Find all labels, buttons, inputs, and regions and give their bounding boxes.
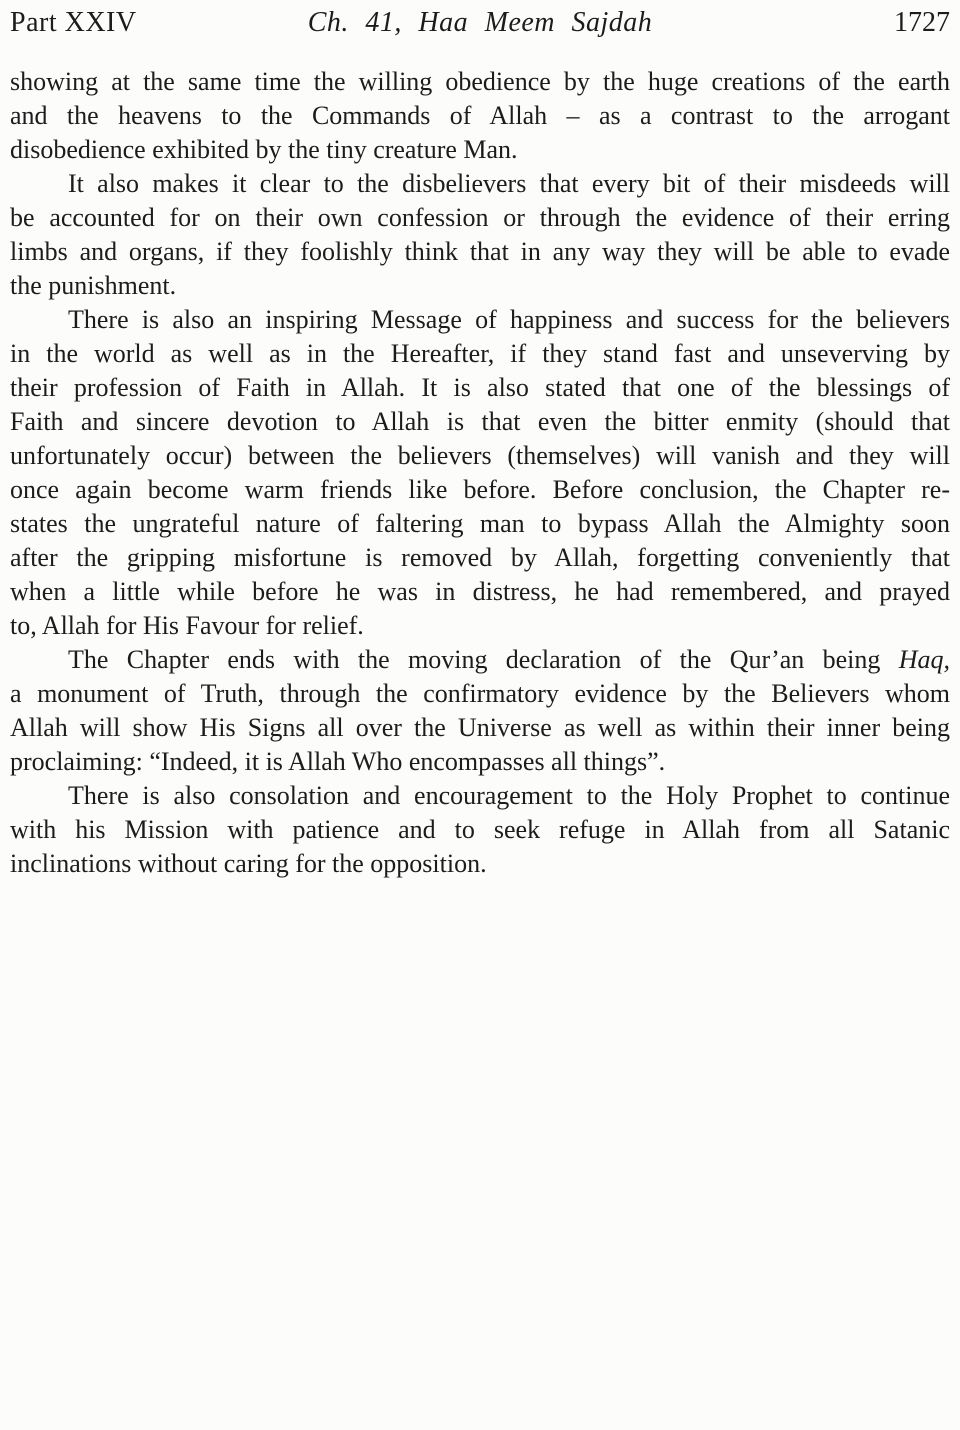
text-segment: be accounted for on their own confession or through the evidence of their erring: [10, 203, 950, 232]
header-chapter-title: Ch. 41, Haa Meem Sajdah: [307, 7, 653, 38]
text-line: [10, 269, 950, 303]
header-part-label: Part XXIV: [10, 7, 137, 38]
paragraph: [10, 303, 950, 643]
text-line: [10, 779, 950, 813]
text-line: [10, 371, 950, 405]
text-segment: Faith and sincere devotion to Allah is that even the bitter enmity (should that: [10, 407, 950, 436]
text-segment: disobedience exhibited by the tiny creature Man.: [10, 135, 518, 164]
header-page-number: 1727: [894, 7, 951, 38]
text-line: [10, 303, 950, 337]
page-header: [10, 6, 950, 40]
text-segment: There is also an inspiring Message of happiness and success for the believers: [68, 305, 950, 334]
text-segment: once again become warm friends like before. Before conclusion, the Chapter re-: [10, 475, 950, 504]
text-line: [10, 473, 950, 507]
text-line: [10, 507, 950, 541]
text-segment: to, Allah for His Favour for relief.: [10, 611, 364, 640]
italic-text: Haq,: [898, 645, 950, 674]
text-segment: a monument of Truth, through the confirmatory evidence by the Believers whom: [10, 679, 950, 708]
text-line: [10, 609, 950, 643]
text-segment: The Chapter ends with the moving declaration of the Qur’an being: [68, 645, 899, 674]
text-line: [10, 541, 950, 575]
text-segment: showing at the same time the willing obedience by the huge creations of the earth: [10, 67, 950, 96]
text-segment: unfortunately occur) between the believers (themselves) will vanish and they will: [10, 441, 950, 470]
paragraph: [10, 167, 950, 303]
paragraph: [10, 643, 950, 779]
text-segment: the punishment.: [10, 271, 177, 300]
text-segment: with his Mission with patience and to seek refuge in Allah from all Satanic: [10, 815, 950, 844]
text-segment: after the gripping misfortune is removed by Allah, forgetting conveniently that: [10, 543, 950, 572]
text-segment: when a little while before he was in distress, he had remembered, and prayed: [10, 577, 950, 606]
text-segment: It also makes it clear to the disbelievers that every bit of their misdeeds will: [68, 169, 950, 198]
text-line: [10, 439, 950, 473]
text-segment: Allah will show His Signs all over the Universe as well as within their inner being: [10, 713, 950, 742]
text-segment: There is also consolation and encouragement to the Holy Prophet to continue: [68, 781, 950, 810]
text-segment: limbs and organs, if they foolishly think that in any way they will be able to evade: [10, 237, 950, 266]
text-line: [10, 133, 950, 167]
text-line: [10, 337, 950, 371]
text-line: [10, 847, 950, 881]
text-line: [10, 813, 950, 847]
text-line: [10, 575, 950, 609]
text-line: [10, 235, 950, 269]
page-content: [10, 65, 950, 881]
paragraph: [10, 779, 950, 881]
text-line: [10, 405, 950, 439]
text-segment: their profession of Faith in Allah. It is also stated that one of the blessings of: [10, 373, 950, 402]
paragraph: [10, 65, 950, 167]
text-segment: in the world as well as in the Hereafter, if they stand fast and unseverving by: [10, 339, 950, 368]
text-line: [10, 643, 950, 677]
text-line: [10, 711, 950, 745]
text-segment: inclinations without caring for the opposition.: [10, 849, 487, 878]
text-segment: proclaiming: “Indeed, it is Allah Who encompasses all things”.: [10, 747, 666, 776]
text-line: [10, 677, 950, 711]
text-line: [10, 745, 950, 779]
text-line: [10, 167, 950, 201]
text-line: [10, 99, 950, 133]
text-line: [10, 65, 950, 99]
text-line: [10, 201, 950, 235]
text-segment: states the ungrateful nature of faltering man to bypass Allah the Almighty soon: [10, 509, 950, 538]
text-segment: and the heavens to the Commands of Allah – as a contrast to the arrogant: [10, 101, 950, 130]
